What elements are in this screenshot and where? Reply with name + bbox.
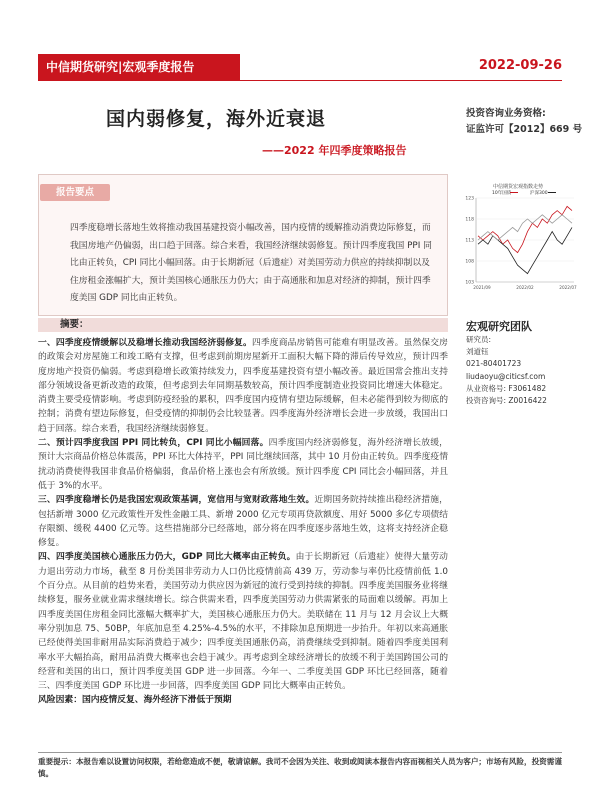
chart-series-1 (478, 227, 572, 273)
chart-y-tick-4: 103 (465, 280, 474, 286)
abstract-item-3 (38, 493, 448, 550)
team-line-name: 刘道钰 (466, 347, 489, 357)
abstract-item-4-text: 由于长期新冠（后遗症）使得大量劳动力退出劳动力市场，截至 8 月份美国非劳动力人口仍比疫情前高 439 万，劳动参与率仍比疫情前低 1.0 个百分点。从目前的趋势来看，美国劳动力供应因为新冠的流行受到持续的抑制。四季度美国服务业将继续修复，服务业就业需求继续增长。综合供需来看，四季度美国劳动力供需紧张的局面难以缓解。再加上四季度美国住房租金同比涨幅大概率扩大，美国核心通胀压力仍大。美联储在 11 月与 12 月会议上大概率分别加息 75、50BP，年底加息至 4.25%-4.5%的水平，不排除加息预期进一步抬升。年初以来高通胀已经使得美国非耐用品实际消费趋于减少；四季度美国通胀仍高，消费继续受到抑制。随着四季度美国利率水平大幅抬高，耐用品消费大概率也会趋于减少。再考虑到全球经济增长的放缓不利于美国跨国公司的经营和美国的出口，预计四季度美国 GDP 进一步回落。今年一、二季度美国 GDP 环比已经回落，随着三、四季度美国 GDP 环比进一步回落，四季度美国 GDP 同比大概率由正转负。 (38, 552, 448, 692)
qualification-line-1: 投资咨询业务资格: (466, 108, 546, 119)
team-line-license: 从业资格号: F3061482 (466, 383, 547, 393)
report-date: 2022-09-26 (478, 58, 562, 73)
chart-x-tick-2: 2022/07 (559, 285, 577, 290)
team-line-role: 研究员: (466, 335, 492, 344)
chart-y-tick-3: 108 (465, 259, 474, 265)
abstract-item-2 (38, 436, 448, 493)
header-divider (38, 80, 562, 81)
team-title: 宏观研究团队 (466, 320, 532, 333)
abstract-body (38, 336, 448, 708)
chart-y-tick-2: 113 (465, 238, 474, 244)
abstract-item-1 (38, 336, 448, 436)
team-info (466, 334, 547, 407)
abstract-item-3-lead: 三、四季度稳增长仍是我国宏观政策基调，宽信用与宽财政落地生效。 (38, 495, 315, 506)
chart-title: 中信期货宏观指数走势 (492, 184, 544, 190)
footer-divider (38, 752, 562, 753)
chart-y-tick-1: 118 (465, 217, 474, 223)
summary-text: 四季度稳增长落地生效将推动我国基建投资小幅改善，国内疫情的缓解推动消费边际修复，而我国房地产仍偏弱，出口趋于回落。综合来看，我国经济继续弱修复。预计四季度我国 PPI 同比由正转负，CPI 同比小幅回落。由于长期新冠（后遗症）对美国劳动力供应的持续抑制以及住房租金涨幅扩大，预计美国核心通胀压力仍大；由于高通胀和加息对经济的抑制，预计四季度美国 GDP 同比由正转负。 (70, 223, 432, 303)
abstract-item-4-lead: 四、四季度美国核心通胀压力仍大，GDP 同比大概率由正转负。 (38, 552, 296, 563)
chart-y-tick-0: 123 (465, 196, 474, 202)
abstract-item-3-text: 近期国务院持续推出稳经济措施，包括新增 3000 亿元政策性开发性金融工具、新增 2000 亿元专项再贷款额度、用好 5000 多亿专项债结存限额、缓税 4400 亿元等。这些措施部分已经落地，部分将在四季度逐步落地生效，这将支持经济企稳修复。 (38, 495, 448, 549)
abstract-item-2-lead: 二、预计四季度我国 PPI 同比转负，CPI 同比小幅回落。 (38, 438, 269, 449)
abstract-item-2-text: 四季度国内经济弱修复，海外经济增长放缓，预计大宗商品价格总体震荡，PPI 环比大体持平，PPI 同比继续回落，其中 10 月份由正转负。四季度疫情扰动消费使得我国非食品价格偏弱，食品价格上涨也会有所放缓。预计四季度 CPI 同比会小幅回落，并且低于 3%的水平。 (38, 438, 448, 491)
report-type-tag: 中信期货研究|宏观季度报告 (38, 54, 240, 80)
page-subtitle: ——2022 年四季度策略报告 (262, 144, 407, 157)
page-title: 国内弱修复，海外近衰退 (106, 108, 327, 130)
footer-notice: 重要提示：本报告难以设置访问权限，若给您造成不便，敬请谅解。我司不会因为关注、收到或阅读本报告内容而视相关人员为客户；市场有风险，投资需谨慎。 (38, 757, 562, 778)
abstract-item-1-text: 四季度商品房销售可能难有明显改善。虽然保交房的政策会对房屋施工和竣工略有支撑，但考虑到前期房屋新开工面积大幅下降的滞后传导效应，预计四季度房地产投资仍偏弱。考虑到稳增长政策持续发力，四季度基建投资有望小幅改善。最近国常会推出支持部分领域设备更新改造的政策，但考虑到去年同期基数较高，预计四季度制造业投资同比增速大体稳定。消费主要受疫情影响。考虑到防疫经验的累积，四季度国内疫情有望边际缓解，但未必能得到较为彻底的控制；消费有望边际修复，但受疫情的抑制仍会比较显著。四季度海外经济增长会进一步放缓，我国出口趋于回落。综合来看，我国经济继续弱修复。 (38, 338, 448, 434)
abstract-label: 摘要： (60, 319, 89, 330)
chart-series-0 (478, 206, 572, 252)
summary-tag: 报告要点 (40, 184, 110, 201)
abstract-bar (38, 318, 448, 332)
chart-legend-0: 10年国债 (492, 191, 512, 196)
abstract-item-4 (38, 550, 448, 693)
team-line-phone: 021-80401723 (466, 359, 522, 369)
chart-legend-1: 沪深300 (530, 191, 548, 196)
qualification-line-2: 证监许可【2012】669 号 (466, 124, 583, 135)
index-chart-svg (458, 182, 578, 294)
abstract-item-1-lead: 一、四季度疫情缓解以及稳增长推动我国经济弱修复。 (38, 338, 252, 348)
chart-x-tick-0: 2021/09 (473, 285, 491, 290)
qualification-block (466, 106, 582, 138)
risk-factors: 风险因素：国内疫情反复、海外经济下滑低于预期 (38, 695, 232, 706)
chart-x-tick-1: 2022/02 (516, 285, 534, 290)
index-chart (458, 182, 578, 294)
team-line-email[interactable]: liudaoyu@citicsf.com (466, 371, 546, 381)
team-line-advisory: 投资咨询号: Z0016422 (466, 396, 547, 406)
